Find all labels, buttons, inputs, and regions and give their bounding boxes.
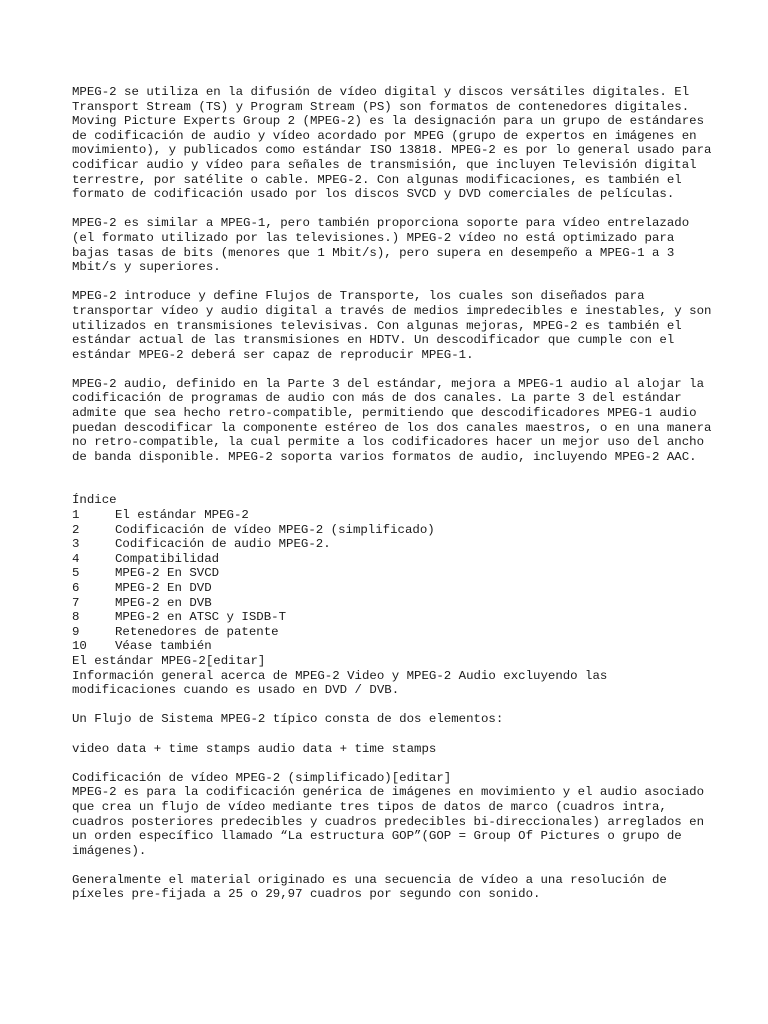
- intro-paragraph-1: MPEG-2 se utiliza en la difusión de vídeo digital y discos versátiles digitales. El Transport Stream (TS) y Program Stream (PS) son formatos de contenedores digitales. Moving Picture Experts Group 2 (MPEG-2) es la designación para un grupo de estándares de codificación de audio y vídeo acordado por MPEG (grupo de expertos en imágenes en movimiento), y publicados como estándar ISO 13818. MPEG-2 es por lo general usado para codificar audio y vídeo para señales de transmisión, que incluyen Televisión digital terrestre, por satélite o cable. MPEG-2. Con algunas modificaciones, es también el formato de codificación usado por los discos SVCD y DVD comerciales de películas.: [72, 85, 719, 202]
- index-title: Índice: [72, 493, 117, 508]
- toc-item-number: 10: [72, 639, 87, 654]
- toc-item-label[interactable]: Compatibilidad: [115, 551, 220, 566]
- toc-item-number: 2: [72, 522, 80, 537]
- toc-item-number: 7: [72, 595, 80, 610]
- toc-item-number: 5: [72, 566, 80, 581]
- toc-item-number: 4: [72, 551, 80, 566]
- table-of-contents: [72, 493, 712, 654]
- toc-item[interactable]: [72, 508, 712, 523]
- toc-item-label[interactable]: Véase también: [115, 639, 212, 654]
- section-standard-paragraph: Información general acerca de MPEG-2 Video y MPEG-2 Audio excluyendo las modificaciones cuando es usado en DVD / DVB.: [72, 668, 615, 698]
- toc-item[interactable]: [72, 537, 712, 552]
- toc-item-number: 3: [72, 537, 80, 552]
- section-heading-standard: El estándar MPEG-2[editar]: [72, 653, 266, 668]
- toc-item[interactable]: [72, 596, 712, 611]
- intro-paragraph-3: MPEG-2 introduce y define Flujos de Transporte, los cuales son diseñados para transportar vídeo y audio digital a través de medios impredecibles e inestables, y son utilizados en transmisiones televisivas. Con algunas mejoras, MPEG-2 es también el estándar actual de las transmisiones en HDTV. Un descodificador que cumple con el estándar MPEG-2 deberá ser capaz de reproducir MPEG-1.: [72, 289, 719, 362]
- section-heading-video-coding: Codificación de vídeo MPEG-2 (simplificado)[editar]: [72, 770, 452, 785]
- source-material-paragraph: Generalmente el material originado es una secuencia de vídeo a una resolución de píxeles pre-fijada a 25 o 29,97 cuadros por segundo con sonido.: [72, 872, 675, 902]
- toc-item-label[interactable]: Codificación de vídeo MPEG-2 (simplificado): [115, 522, 435, 537]
- toc-item-label[interactable]: MPEG-2 En SVCD: [115, 566, 220, 581]
- toc-item[interactable]: [72, 639, 712, 654]
- intro-paragraph-4: MPEG-2 audio, definido en la Parte 3 del estándar, mejora a MPEG-1 audio al alojar la codificación de programas de audio con más de dos canales. La parte 3 del estándar admite que sea hecho retro-compatible, permitiendo que descodificadores MPEG-1 audio puedan descodificar la componente estéreo de los dos canales maestros, o en una manera no retro-compatible, la cual permite a los codificadores hacer un mejor uso del ancho de banda disponible. MPEG-2 soporta varios formatos de audio, incluyendo MPEG-2 AAC.: [72, 376, 719, 464]
- toc-item-number: 1: [72, 508, 80, 523]
- toc-item-number: 6: [72, 581, 80, 595]
- toc-item[interactable]: [72, 566, 712, 581]
- stream-elements: video data + time stamps audio data + time stamps: [72, 741, 437, 756]
- toc-item-number: 8: [72, 610, 80, 625]
- toc-item-label[interactable]: El estándar MPEG-2: [115, 508, 249, 523]
- document-page: [72, 85, 719, 917]
- toc-item-label[interactable]: MPEG-2 en ATSC y ISDB-T: [115, 610, 287, 625]
- toc-item[interactable]: [72, 552, 712, 567]
- toc-item[interactable]: [72, 610, 712, 625]
- toc-item-label[interactable]: Codificación de audio MPEG-2.: [115, 537, 331, 552]
- toc-item-label[interactable]: Retenedores de patente: [115, 624, 279, 639]
- intro-paragraph-2: MPEG-2 es similar a MPEG-1, pero también proporciona soporte para vídeo entrelazado (el formato utilizado por las televisiones.) MPEG-2 vídeo no está optimizado para bajas tasas de bits (menores que 1 Mbit/s), pero supera en desempeño a MPEG-1 a 3 Mbit/s y superiores.: [72, 216, 697, 275]
- stream-sentence: Un Flujo de Sistema MPEG-2 típico consta de dos elementos:: [72, 712, 504, 727]
- toc-item[interactable]: [72, 581, 712, 596]
- toc-item[interactable]: [72, 625, 712, 640]
- toc-item-label[interactable]: MPEG-2 en DVB: [115, 595, 212, 610]
- toc-item[interactable]: [72, 523, 712, 538]
- toc-item-number: 9: [72, 624, 80, 639]
- toc-item-label[interactable]: MPEG-2 En DVD: [115, 581, 212, 595]
- video-coding-paragraph: MPEG-2 es para la codificación genérica de imágenes en movimiento y el audio asociado que crea un flujo de vídeo mediante tres tipos de datos de marco (cuadros intra, cuadros posteriores predecibles y cuadros predecibles bi-direccionales) arreglados en un orden específico llamado “La estructura GOP”(GOP = Group Of Pictures o grupo de imágenes).: [72, 785, 712, 858]
